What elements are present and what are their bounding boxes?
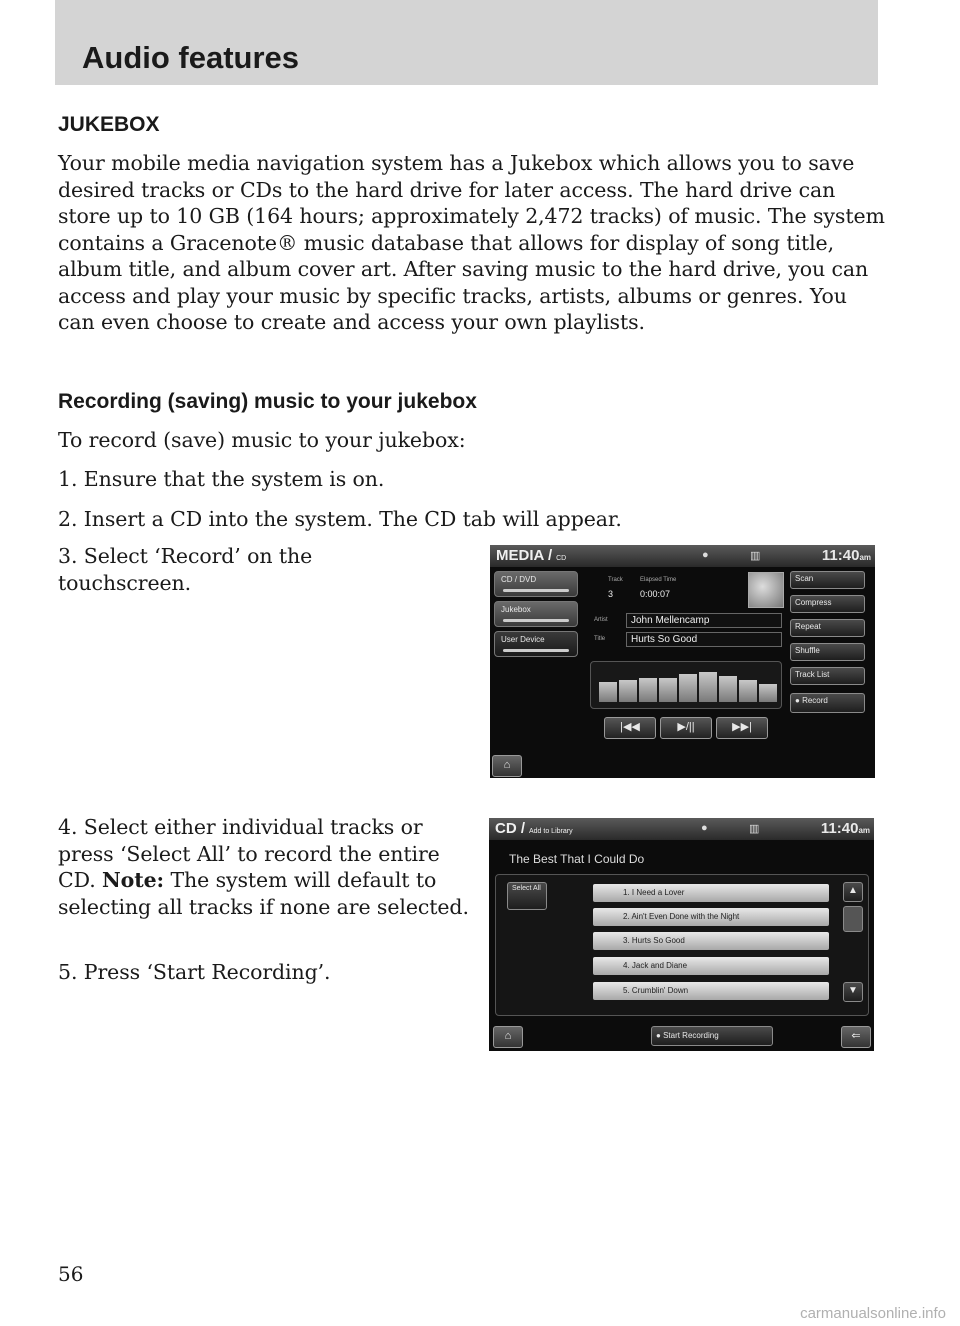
home-icon[interactable]: ⌂ bbox=[493, 1026, 523, 1048]
elapsed-value: 0:00:07 bbox=[640, 589, 671, 599]
status-bar bbox=[490, 545, 875, 567]
track-label: Track bbox=[608, 577, 623, 583]
screen-title: CD / Add to Library bbox=[495, 820, 573, 837]
scrollbar-thumb[interactable] bbox=[843, 906, 863, 932]
record-button[interactable]: ● Record bbox=[790, 693, 865, 713]
scroll-up-button[interactable]: ▲ bbox=[843, 882, 863, 902]
step-5: 5. Press ‘Start Recording’. bbox=[58, 960, 331, 984]
tab-user-device[interactable]: User Device bbox=[494, 631, 578, 657]
jukebox-body bbox=[58, 150, 888, 336]
scan-button[interactable]: Scan bbox=[790, 571, 865, 589]
track-row[interactable]: 2. Ain't Even Done with the Night bbox=[593, 908, 829, 926]
signal-icon: ▥ bbox=[750, 550, 761, 562]
select-all-button[interactable]: Select All bbox=[507, 882, 547, 910]
start-recording-button[interactable]: ● Start Recording bbox=[651, 1026, 773, 1046]
add-to-library-screen-figure bbox=[489, 818, 874, 1051]
signal-icon: ▥ bbox=[749, 823, 760, 835]
compress-button[interactable]: Compress bbox=[790, 595, 865, 613]
tab-jukebox[interactable]: Jukebox bbox=[494, 601, 578, 627]
media-screen-figure bbox=[490, 545, 875, 778]
artist-label: Artist bbox=[594, 617, 608, 623]
step-3: 3. Select ‘Record’ on the touchscreen. bbox=[58, 544, 313, 595]
note-label: Note: bbox=[102, 868, 165, 892]
back-icon[interactable]: ⇐ bbox=[841, 1026, 871, 1048]
elapsed-label: Elapsed Time bbox=[640, 577, 677, 583]
clock: 11:40am bbox=[821, 547, 871, 564]
clock: 11:40am bbox=[820, 820, 870, 837]
recording-intro: To record (save) music to your jukebox: bbox=[58, 428, 466, 452]
step-2: 2. Insert a CD into the system. The CD tab will appear. bbox=[58, 507, 622, 531]
watermark-url: carmanualsonline.info bbox=[800, 1305, 946, 1322]
shuffle-button[interactable]: Shuffle bbox=[790, 643, 865, 661]
previous-track-button[interactable]: |◀◀ bbox=[604, 717, 656, 739]
artist-field: John Mellencamp bbox=[626, 613, 782, 628]
phone-icon: ● bbox=[701, 822, 708, 834]
track-row[interactable]: 3. Hurts So Good bbox=[593, 932, 829, 950]
note-text: The system will default to selecting all tracks if none are selected. bbox=[58, 868, 469, 919]
header-title: Audio features bbox=[82, 40, 300, 75]
page-header bbox=[55, 0, 878, 85]
jukebox-paragraph: Your mobile media navigation system has a Jukebox which allows you to save desired tracks or CDs to the hard drive for later access. The hard drive can store up to 10 GB (164 hours; approximately 2,472 tracks) of music. The system contains a Gracenote® music database that allows for display of song title, album title, and album cover art. After saving music to the hard drive, you can access and play your music by specific tracks, artists, albums or genres. You can even choose to create and access your own playlists. bbox=[58, 151, 885, 334]
track-list-button[interactable]: Track List bbox=[790, 667, 865, 685]
next-track-button[interactable]: ▶▶| bbox=[716, 717, 768, 739]
home-icon[interactable]: ⌂ bbox=[492, 755, 522, 777]
title-field: Hurts So Good bbox=[626, 632, 782, 647]
track-row[interactable]: 4. Jack and Diane bbox=[593, 957, 829, 975]
phone-icon: ● bbox=[702, 549, 709, 561]
title-label: Title bbox=[594, 636, 606, 642]
track-value: 3 bbox=[608, 589, 614, 599]
step-4 bbox=[58, 814, 478, 920]
page-number: 56 bbox=[58, 1262, 84, 1286]
album-title: The Best That I Could Do bbox=[509, 852, 645, 866]
step-1: 1. Ensure that the system is on. bbox=[58, 467, 385, 491]
play-pause-button[interactable]: ▶/|| bbox=[660, 717, 712, 739]
jukebox-heading: JUKEBOX bbox=[58, 113, 160, 136]
equalizer-display bbox=[590, 661, 782, 709]
recording-heading: Recording (saving) music to your jukebox bbox=[58, 390, 477, 413]
step-4-text: 4. Select either individual tracks or press ‘Select All’ to record the entire CD. bbox=[58, 815, 440, 892]
track-row[interactable]: 1. I Need a Lover bbox=[593, 884, 829, 902]
status-bar bbox=[489, 818, 874, 840]
scroll-down-button[interactable]: ▼ bbox=[843, 982, 863, 1002]
album-art bbox=[748, 572, 784, 608]
screen-title: MEDIA / CD bbox=[496, 547, 567, 564]
repeat-button[interactable]: Repeat bbox=[790, 619, 865, 637]
track-row[interactable]: 5. Crumblin' Down bbox=[593, 982, 829, 1000]
tab-cd-dvd[interactable]: CD / DVD bbox=[494, 571, 578, 597]
